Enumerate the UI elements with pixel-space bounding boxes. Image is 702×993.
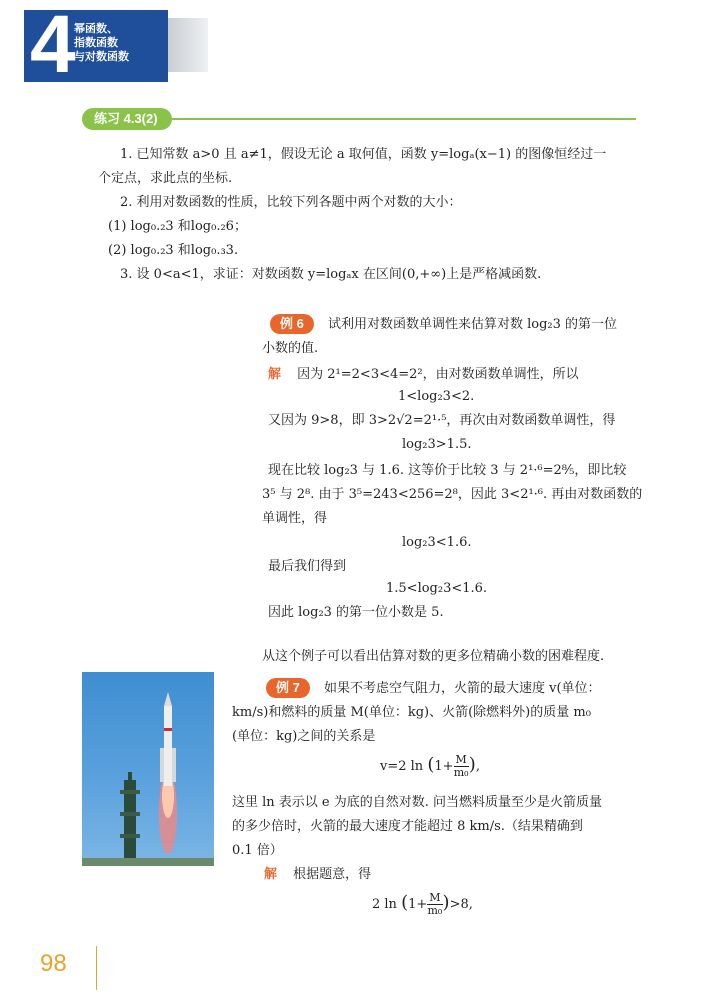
exercise-q2-sub1: (1) log₀.₂3 和log₀.₂6； (108, 219, 247, 234)
example6-s10: 1.5<log₂3<1.6. (386, 581, 488, 596)
example7-solution-label: 解 (264, 867, 278, 882)
example7-line6: 0.1 倍） (232, 843, 283, 858)
example7-line3: (单位：kg)之间的关系是 (232, 729, 376, 744)
page-number-rule (96, 946, 97, 990)
example7-line2: km/s)和燃料的质量 M(单位：kg)、火箭(除燃料外)的质量 m₀ (232, 705, 591, 720)
example6-s7: 单调性，得 (262, 511, 328, 526)
example6-s3: 又因为 9>8，即 3>2√2=2¹·⁵，再次由对数函数单调性，得 (268, 413, 616, 428)
rocket-illustration (82, 672, 214, 866)
example6-s2: 1<log₂3<2. (398, 389, 475, 404)
exercise-label: 练习 4.3(2) (82, 108, 172, 130)
inequality-fraction (427, 892, 442, 917)
example6-s11: 因此 log₂3 的第一位小数是 5. (268, 605, 444, 620)
example6-solution-row1 (268, 366, 579, 384)
inequality-numerator: M (429, 891, 441, 904)
example7-line4: 这里 ln 表示以 e 为底的自然对数. 问当燃料质量至少是火箭质量 (232, 795, 603, 810)
example7-line1: 如果不考虑空气阻力，火箭的最大速度 v(单位： (323, 681, 601, 696)
example7-header (266, 678, 601, 698)
chapter-title-line-2: 指数函数 (74, 37, 118, 49)
formula-fraction (454, 754, 469, 779)
chapter-title-line-1: 幂函数、 (74, 23, 118, 35)
example6-line1: 试利用对数函数单调性来估算对数 log₂3 的第一位 (327, 317, 618, 332)
exercise-q1-line1: 1. 已知常数 a>0 且 a≠1，假设无论 a 取何值，函数 y=logₐ(x−1) 的图像恒经过一 (120, 147, 607, 162)
example6-s8: log₂3<1.6. (402, 535, 472, 550)
inequality-denominator: m₀ (427, 904, 443, 917)
example6-s4: log₂3>1.5. (402, 437, 472, 452)
formula-denominator: m₀ (453, 766, 469, 779)
example6-line2: 小数的值. (262, 341, 319, 356)
example7-solution-row (264, 866, 371, 884)
example6-note: 从这个例子可以看出估算对数的更多位精确小数的困难程度. (262, 649, 605, 664)
example6-s5: 现在比较 log₂3 与 1.6. 这等价于比较 3 与 2¹·⁶=2⁸⁄₅，即比较 (268, 463, 627, 478)
example6-s1: 因为 2¹=2<3<4=2²，由对数函数单调性，所以 (297, 367, 579, 382)
example6-badge: 例 6 (270, 314, 314, 334)
exercise-q2-sub2: (2) log₀.₂3 和log₀.₃3. (108, 243, 239, 258)
formula-left: v=2 ln (380, 759, 424, 774)
example6-s9: 最后我们得到 (268, 559, 347, 574)
formula-numerator: M (455, 753, 467, 766)
chapter-title-line-3: 与对数函数 (74, 51, 129, 63)
page-number: 98 (40, 950, 67, 977)
rocket-launch-photo (82, 672, 214, 866)
example6-header (270, 314, 617, 334)
example6-s6: 3⁵ 与 2⁸. 由于 3⁵=243<256=2⁸，因此 3<2¹·⁶. 再由对数函数的 (262, 487, 643, 502)
example7-formula: v=2 ln (1+ $\frac{M}{\text{m₀}}$ ), (380, 753, 480, 779)
inequality-left: 2 ln (372, 897, 397, 912)
example6-solution-label: 解 (268, 367, 282, 382)
exercise-q1-line2: 个定点，求此点的坐标. (98, 171, 233, 186)
inequality-right: >8, (449, 897, 473, 912)
example7-badge: 例 7 (266, 678, 310, 698)
exercise-q3: 3. 设 0<a<1，求证：对数函数 y=logₐx 在区间(0,+∞)上是严格减函数. (120, 267, 542, 282)
example7-inequality: 2 ln (1+ $\frac{M}{\text{m₀}}$ )>8, (372, 891, 473, 917)
exercise-rule (172, 118, 636, 120)
example7-line5: 的多少倍时，火箭的最大速度才能超过 8 km/s.（结果精确到 (232, 819, 583, 834)
example7-s1: 根据题意，得 (293, 867, 372, 882)
exercise-q2-line1: 2. 利用对数函数的性质，比较下列各题中两个对数的大小： (120, 195, 462, 210)
chapter-number: 4 (30, 0, 76, 90)
